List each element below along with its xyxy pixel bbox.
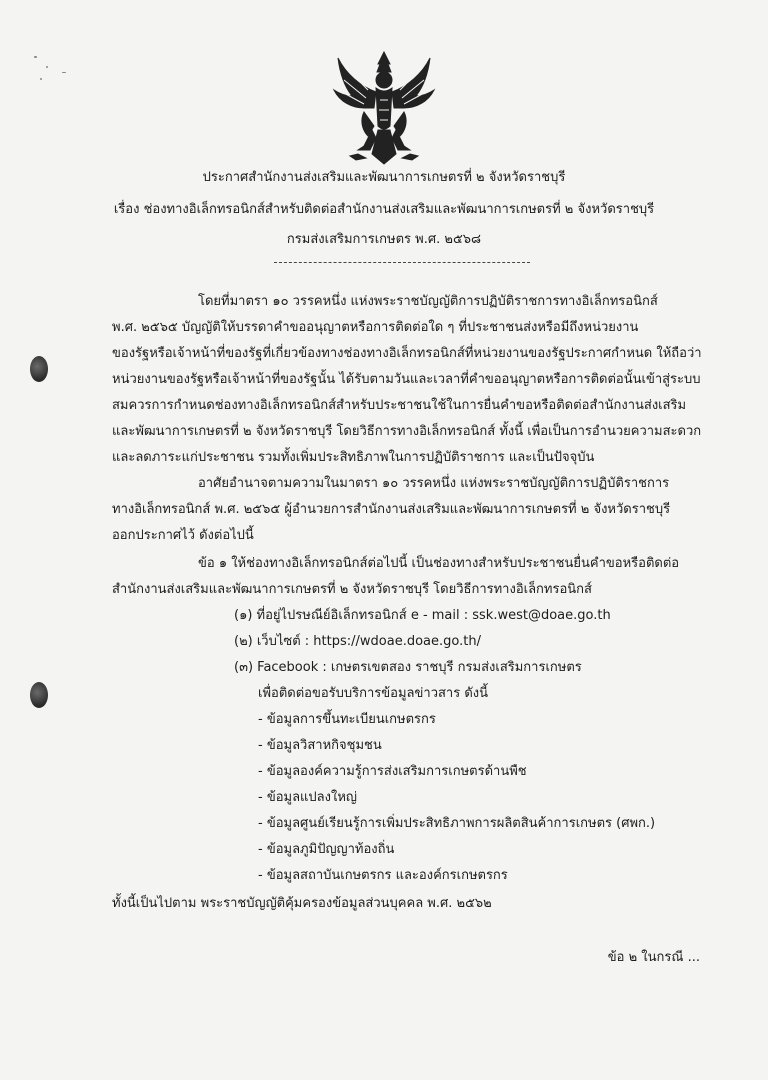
para2-line: ทางอิเล็กทรอนิกส์ พ.ศ. ๒๕๖๕ ผู้อำนวยการสำนักงานส่งเสริมและพัฒนาการเกษตรที่ ๒ จังหวัดราชบุรี	[112, 502, 671, 517]
scan-speck	[46, 66, 48, 68]
scan-speck	[34, 56, 37, 58]
scan-speck	[62, 72, 66, 73]
closing-statement: ทั้งนี้เป็นไปตาม พระราชบัญญัติคุ้มครองข้อมูลส่วนบุคคล พ.ศ. ๒๕๖๒	[112, 896, 492, 911]
garuda-emblem-icon	[328, 50, 440, 168]
channel-website: (๒) เว็บไซต์ : https://wdoae.doae.go.th/	[234, 634, 481, 649]
service-item: - ข้อมูลองค์ความรู้การส่งเสริมการเกษตรด้านพืช	[258, 764, 527, 779]
service-item: - ข้อมูลสถาบันเกษตรกร และองค์กรเกษตรกร	[258, 868, 508, 883]
announcement-title: ประกาศสำนักงานส่งเสริมและพัฒนาการเกษตรที่ ๒ จังหวัดราชบุรี	[202, 170, 566, 185]
announcement-subject: เรื่อง ช่องทางอิเล็กทรอนิกส์สำหรับติดต่อสำนักงานส่งเสริมและพัฒนาการเกษตรที่ ๒ จังหวัดราชบุรี	[113, 202, 655, 217]
para1-line: โดยที่มาตรา ๑๐ วรรคหนึ่ง แห่งพระราชบัญญัติการปฏิบัติราชการทางอิเล็กทรอนิกส์	[198, 294, 658, 309]
para1-line: พ.ศ. ๒๕๖๕ บัญญัติให้บรรดาคำขออนุญาตหรือการติดต่อใด ๆ ที่ประชาชนส่งหรือมีถึงหน่วยงาน	[112, 320, 639, 335]
punch-hole	[30, 682, 48, 708]
para1-line: สมควรการกำหนดช่องทางอิเล็กทรอนิกส์สำหรับประชาชนใช้ในการยื่นคำขอหรือติดต่อสำนักงานส่งเสริม	[112, 398, 687, 413]
punch-hole	[30, 356, 48, 382]
scan-speck	[40, 78, 42, 80]
services-intro: เพื่อติดต่อขอรับบริการข้อมูลข่าวสาร ดังนี้	[258, 686, 489, 701]
para1-line: และพัฒนาการเกษตรที่ ๒ จังหวัดราชบุรี โดยวิธีการทางอิเล็กทรอนิกส์ ทั้งนี้ เพื่อเป็นการอำนวยความสะดวก	[112, 424, 702, 439]
service-item: - ข้อมูลวิสาหกิจชุมชน	[258, 738, 382, 753]
service-item: - ข้อมูลศูนย์เรียนรู้การเพิ่มประสิทธิภาพการผลิตสินค้าการเกษตร (ศพก.)	[258, 816, 656, 831]
header-divider	[274, 262, 530, 263]
announcement-department-year: กรมส่งเสริมการเกษตร พ.ศ. ๒๕๖๘	[286, 232, 482, 247]
para2-line: อาศัยอำนาจตามความในมาตรา ๑๐ วรรคหนึ่ง แห่งพระราชบัญญัติการปฏิบัติราชการ	[198, 476, 670, 491]
service-item: - ข้อมูลภูมิปัญญาท้องถิ่น	[258, 842, 395, 857]
continuation-note: ข้อ ๒ ในกรณี ...	[607, 950, 700, 965]
clause1-line: สำนักงานส่งเสริมและพัฒนาการเกษตรที่ ๒ จังหวัดราชบุรี โดยวิธีการทางอิเล็กทรอนิกส์	[112, 582, 592, 597]
channel-email: (๑) ที่อยู่ไปรษณีย์อิเล็กทรอนิกส์ e - mail : ssk.west@doae.go.th	[234, 608, 611, 623]
para1-line: หน่วยงานของรัฐหรือเจ้าหน้าที่ของรัฐนั้น ได้รับตามวันและเวลาที่คำขออนุญาตหรือการติดต่อนั้นเข้าสู่ระบบ	[112, 372, 701, 387]
para2-line: ออกประกาศไว้ ดังต่อไปนี้	[112, 528, 254, 543]
para1-line: และลดภาระแก่ประชาชน รวมทั้งเพิ่มประสิทธิภาพในการปฏิบัติราชการ และเป็นปัจจุบัน	[112, 450, 595, 465]
service-item: - ข้อมูลการขึ้นทะเบียนเกษตรกร	[258, 712, 436, 727]
para1-line: ของรัฐหรือเจ้าหน้าที่ของรัฐที่เกี่ยวข้องทางช่องทางอิเล็กทรอนิกส์ที่หน่วยงานของรัฐประกาศกำหนด ให้ถือว่า	[112, 346, 702, 361]
channel-facebook: (๓) Facebook : เกษตรเขตสอง ราชบุรี กรมส่งเสริมการเกษตร	[234, 660, 582, 675]
clause1-line: ข้อ ๑ ให้ช่องทางอิเล็กทรอนิกส์ต่อไปนี้ เป็นช่องทางสำหรับประชาชนยื่นคำขอหรือติดต่อ	[198, 556, 680, 571]
service-item: - ข้อมูลแปลงใหญ่	[258, 790, 357, 805]
